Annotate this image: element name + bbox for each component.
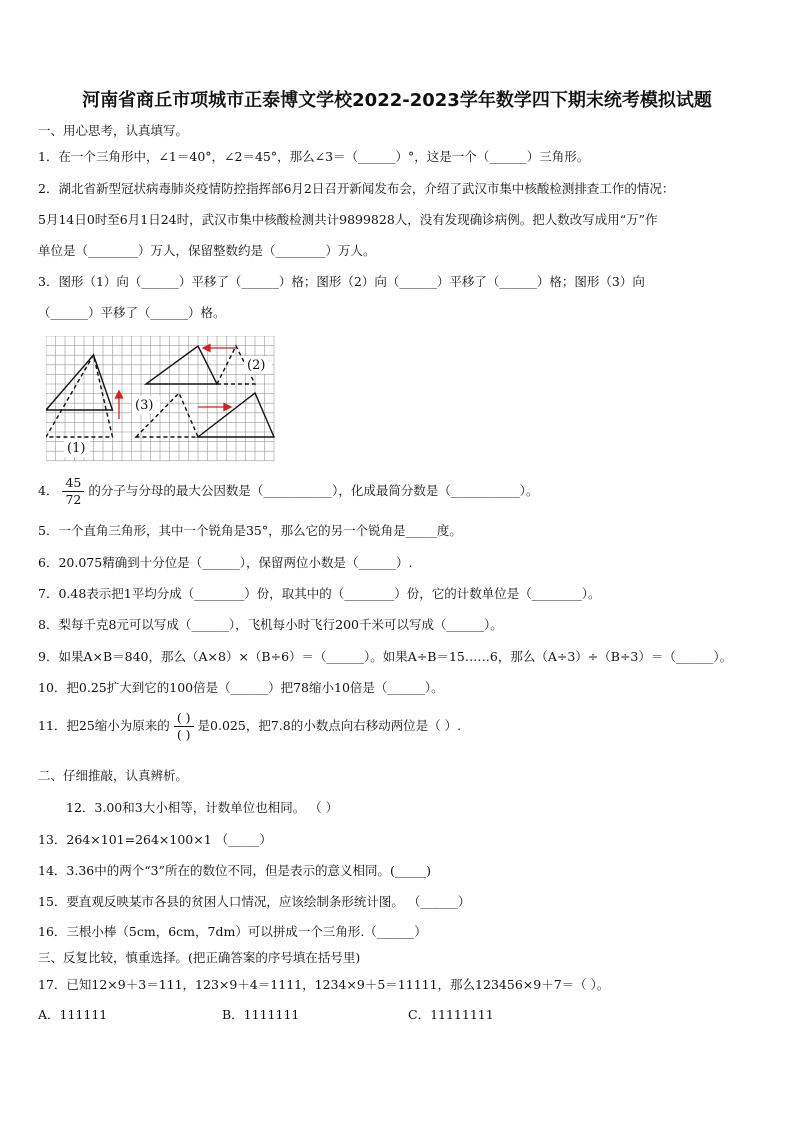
- translation-grid-figure: [46, 336, 278, 462]
- question-7: 7．0.48表示把1平均分成（________）份，取其中的（________）份，它的计数单位是（________）。: [38, 586, 601, 601]
- question-4: [38, 475, 538, 508]
- choice-a: A．111111: [38, 1007, 108, 1022]
- section-2-heading: 二、仔细推敲，认真辨析。: [38, 768, 189, 783]
- figure-label-2: (2): [247, 358, 266, 373]
- question-8: 8．梨每千克8元可以写成（______），飞机每小时飞行200千米可以写成（______）。: [38, 617, 503, 632]
- question-15: 15．要直观反映某市各县的贫困人口情况，应该绘制条形统计图。 （______）: [38, 894, 471, 909]
- question-2-line-1: 2．湖北省新型冠状病毒肺炎疫情防控指挥部6月2日召开新闻发布会，介绍了武汉市集中核酸检测排查工作的情况：: [38, 181, 675, 196]
- fraction-denominator: 72: [65, 492, 82, 507]
- fraction-numerator: 45: [62, 475, 84, 492]
- right-arrow: [198, 404, 231, 411]
- question-12: 12．3.00和3大小相等，计数单位也相同。 （ ）: [66, 800, 339, 815]
- question-2-line-3: 单位是（________）万人，保留整数约是（________）万人。: [38, 243, 376, 258]
- question-1: 1．在一个三角形中，∠1＝40°，∠2＝45°，那么∠3＝（______）°，这是一个（______）三角形。: [38, 149, 590, 164]
- question-6: 6．20.075精确到十分位是（______），保留两位小数是（______）.: [38, 555, 413, 570]
- section-3-heading: 三、反复比较，慎重选择。(把正确答案的序号填在括号里): [38, 950, 361, 965]
- question-13: 13．264×101=264×100×1 （_____）: [38, 832, 272, 847]
- triangle-1-moved: [46, 355, 113, 410]
- question-11-prefix: 11．把25缩小为原来的: [38, 718, 170, 733]
- fraction-blank: [174, 710, 194, 743]
- question-4-text: 的分子与分母的最大公因数是（___________），化成最简分数是（___________）。: [88, 483, 539, 498]
- fraction-45-72: [62, 475, 84, 508]
- figure-label-3: (3): [135, 398, 154, 413]
- question-11: [38, 710, 461, 743]
- question-9: 9．如果A×B＝840，那么（A×8）×（B÷6）＝（______）。如果A÷B＝15……6，那么（A÷3）÷（B÷3）＝（______）。: [38, 649, 733, 664]
- triangle-1-original: [46, 355, 113, 437]
- fraction-numerator: ( ): [174, 710, 194, 727]
- question-2-line-2: 5月14日0时至6月1日24时，武汉市集中核酸检测共计9899828人，没有发现确诊病例。把人数改写成用“万”作: [38, 212, 658, 227]
- choice-c: C．11111111: [408, 1007, 494, 1022]
- page-title: 河南省商丘市项城市正泰博文学校2022-2023学年数学四下期末统考模拟试题: [82, 90, 712, 111]
- fraction-denominator: ( ): [176, 727, 191, 742]
- question-16: 16．三根小棒（5cm，6cm，7dm）可以拼成一个三角形.（______）: [38, 924, 427, 939]
- choice-b: B．1111111: [222, 1007, 300, 1022]
- question-3-line-1: 3．图形（1）向（______）平移了（______）格；图形（2）向（______）平移了（______）格；图形（3）向: [38, 274, 645, 289]
- question-14: 14．3.36中的两个“3”所在的数位不同，但是表示的意义相同。(_____): [38, 863, 431, 878]
- question-10: 10．把0.25扩大到它的100倍是（______）把78缩小10倍是（______）。: [38, 680, 444, 695]
- section-1-heading: 一、用心思考，认真填写。: [38, 123, 189, 138]
- question-5: 5．一个直角三角形，其中一个锐角是35°，那么它的另一个锐角是_____度。: [38, 523, 462, 538]
- question-4-prefix: 4．: [38, 483, 59, 498]
- up-arrow: [116, 391, 123, 419]
- figure-label-1: (1): [67, 441, 86, 456]
- question-17: 17．已知12×9＋3＝111，123×9＋4＝1111，1234×9＋5＝11111，那么123456×9＋7＝（ ）。: [38, 977, 610, 992]
- question-11-text: 是0.025，把7.8的小数点向右移动两位是（ ）.: [197, 718, 462, 733]
- question-3-line-2: （______）平移了（______）格。: [38, 305, 226, 320]
